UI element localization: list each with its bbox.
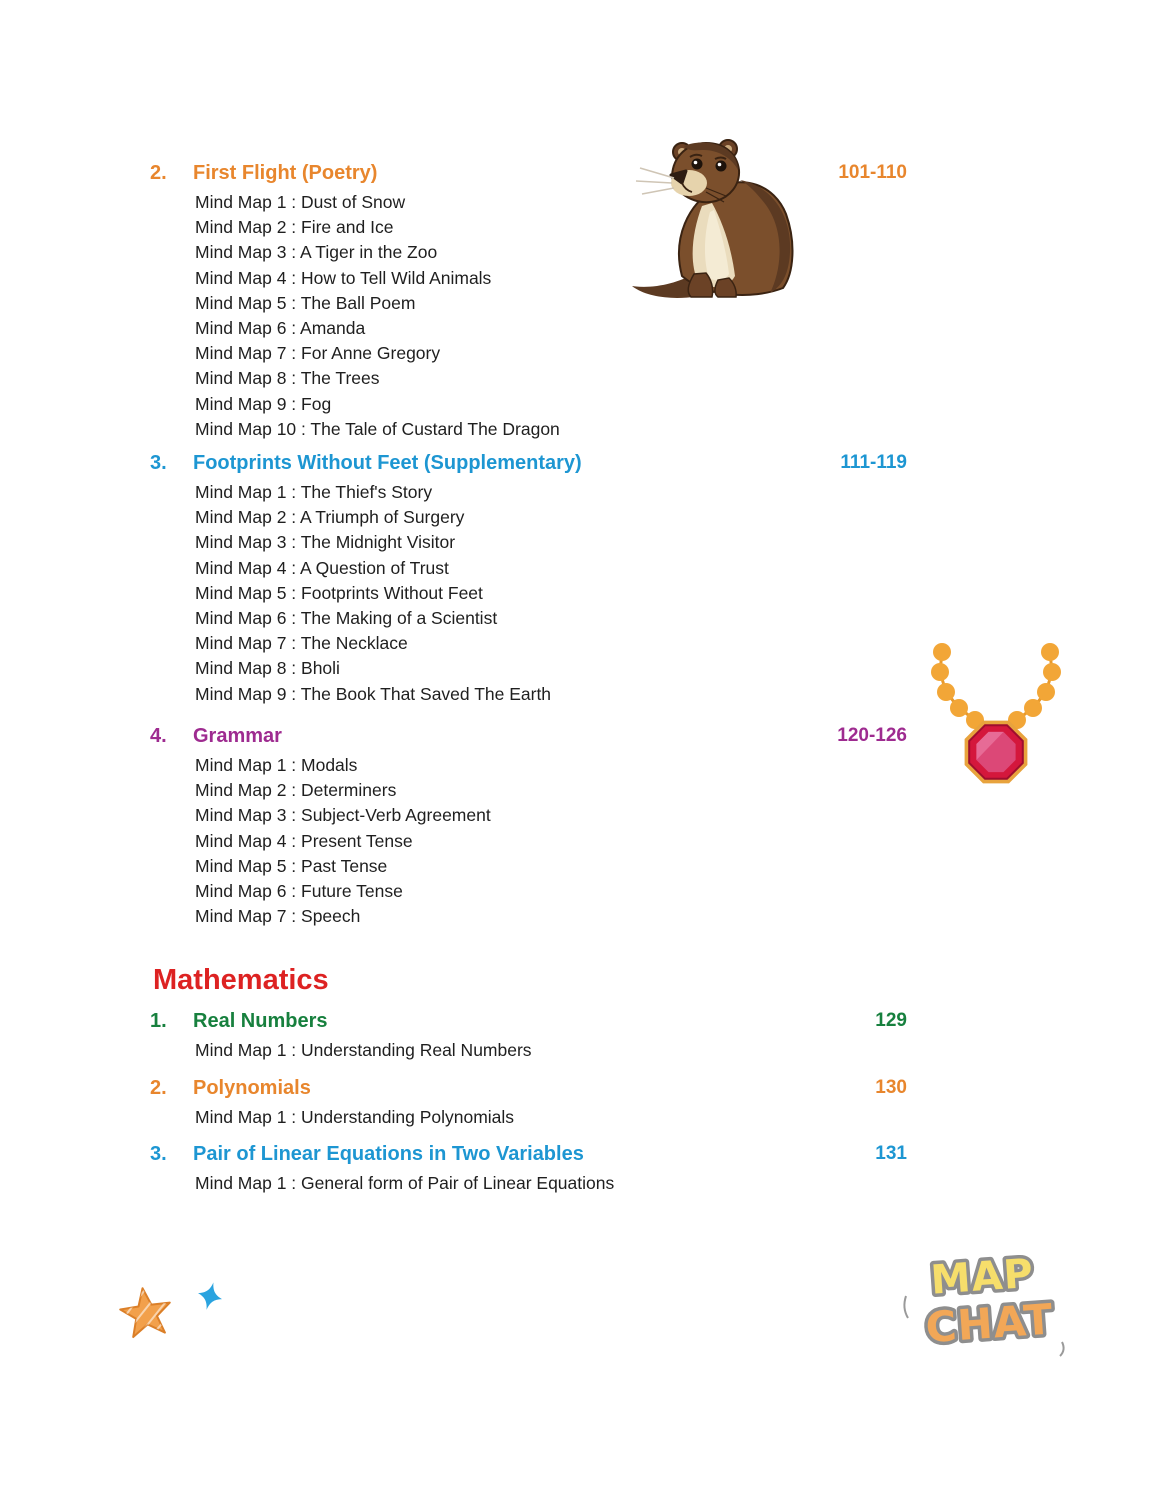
mindmap-item: Mind Map 3 : A Tiger in the Zoo: [195, 242, 438, 263]
mindmap-item: Mind Map 1 : Understanding Real Numbers: [195, 1040, 532, 1060]
mindmap-item: Mind Map 2 : Determiners: [195, 780, 397, 801]
section-number: 2.: [150, 162, 167, 184]
section-page-number: 129: [875, 1010, 907, 1031]
section-number: 3.: [150, 1143, 167, 1165]
mindmap-item: Mind Map 1 : Dust of Snow: [195, 192, 406, 212]
section-page-number: 130: [875, 1077, 907, 1098]
section-page-range: 111-119: [840, 452, 907, 473]
mindmap-item: Mind Map 7 : Speech: [195, 906, 361, 927]
orange-scribble-star-icon: [118, 1284, 174, 1342]
section-header: [150, 450, 907, 476]
subject-heading-mathematics: Mathematics: [153, 964, 329, 996]
mindmap-item: Mind Map 9 : Fog: [195, 393, 332, 414]
mindmap-item: Mind Map 4 : A Question of Trust: [195, 557, 449, 578]
mindmap-item: Mind Map 3 : Subject-Verb Agreement: [195, 805, 491, 826]
toc-section-footprints: [150, 450, 907, 707]
mindmap-item: Mind Map 4 : Present Tense: [195, 830, 413, 851]
mindmap-item: Mind Map 6 : The Making of a Scientist: [195, 608, 498, 629]
mindmap-list: [150, 1038, 907, 1063]
section-header: [150, 1075, 907, 1101]
section-title: First Flight (Poetry): [193, 162, 378, 184]
mindmap-item: Mind Map 2 : Fire and Ice: [195, 217, 394, 238]
section-title: Grammar: [193, 725, 282, 747]
mindmap-item: Mind Map 7 : For Anne Gregory: [195, 343, 441, 364]
section-number: 2.: [150, 1077, 167, 1099]
toc-section-real-numbers: [150, 1008, 907, 1063]
section-number: 4.: [150, 725, 167, 747]
mindmap-list: [150, 1171, 907, 1196]
mindmap-item: Mind Map 1 : General form of Pair of Linear Equations: [195, 1173, 615, 1193]
section-header: [150, 1008, 907, 1034]
mindmap-item: Mind Map 5 : The Ball Poem: [195, 292, 416, 313]
mapchat-logo: [898, 1246, 1074, 1358]
blue-sparkle-icon: [195, 1278, 225, 1316]
mindmap-list: [150, 753, 907, 929]
mindmap-item: Mind Map 4 : How to Tell Wild Animals: [195, 267, 492, 288]
mindmap-item: Mind Map 7 : The Necklace: [195, 633, 408, 654]
section-header: [150, 723, 907, 749]
mindmap-list: [150, 480, 907, 707]
mindmap-item: Mind Map 9 : The Book That Saved The Earth: [195, 683, 552, 704]
mindmap-item: Mind Map 10 : The Tale of Custard The Dragon: [195, 418, 560, 439]
logo-text-map: MAP: [929, 1250, 1036, 1304]
section-title: Real Numbers: [193, 1010, 328, 1032]
section-page-range: 120-126: [837, 725, 907, 746]
mindmap-list: [150, 1105, 907, 1130]
mindmap-item: Mind Map 1 : Understanding Polynomials: [195, 1107, 515, 1127]
mindmap-item: Mind Map 5 : Past Tense: [195, 855, 388, 876]
mindmap-item: Mind Map 5 : Footprints Without Feet: [195, 582, 483, 603]
section-number: 1.: [150, 1010, 167, 1032]
section-number: 3.: [150, 452, 167, 474]
mindmap-item: Mind Map 1 : The Thief's Story: [195, 482, 433, 502]
toc-section-linear-equations: [150, 1141, 907, 1196]
mindmap-item: Mind Map 8 : The Trees: [195, 368, 380, 389]
necklace-illustration: [926, 640, 1066, 795]
section-page-range: 101-110: [838, 162, 907, 183]
toc-section-polynomials: [150, 1075, 907, 1130]
section-header: [150, 1141, 907, 1167]
mindmap-item: Mind Map 3 : The Midnight Visitor: [195, 532, 456, 553]
section-title: Footprints Without Feet (Supplementary): [193, 452, 582, 474]
logo-text-chat: CHAT: [924, 1294, 1055, 1353]
mindmap-item: Mind Map 1 : Modals: [195, 755, 358, 775]
mindmap-item: Mind Map 6 : Future Tense: [195, 881, 403, 902]
mindmap-item: Mind Map 2 : A Triumph of Surgery: [195, 507, 465, 528]
section-title: Polynomials: [193, 1077, 311, 1099]
toc-section-grammar: [150, 723, 907, 929]
section-page-number: 131: [875, 1143, 907, 1164]
mindmap-item: Mind Map 8 : Bholi: [195, 658, 340, 679]
otter-illustration: [622, 126, 814, 304]
section-title: Pair of Linear Equations in Two Variables: [193, 1143, 584, 1165]
mindmap-item: Mind Map 6 : Amanda: [195, 318, 366, 339]
